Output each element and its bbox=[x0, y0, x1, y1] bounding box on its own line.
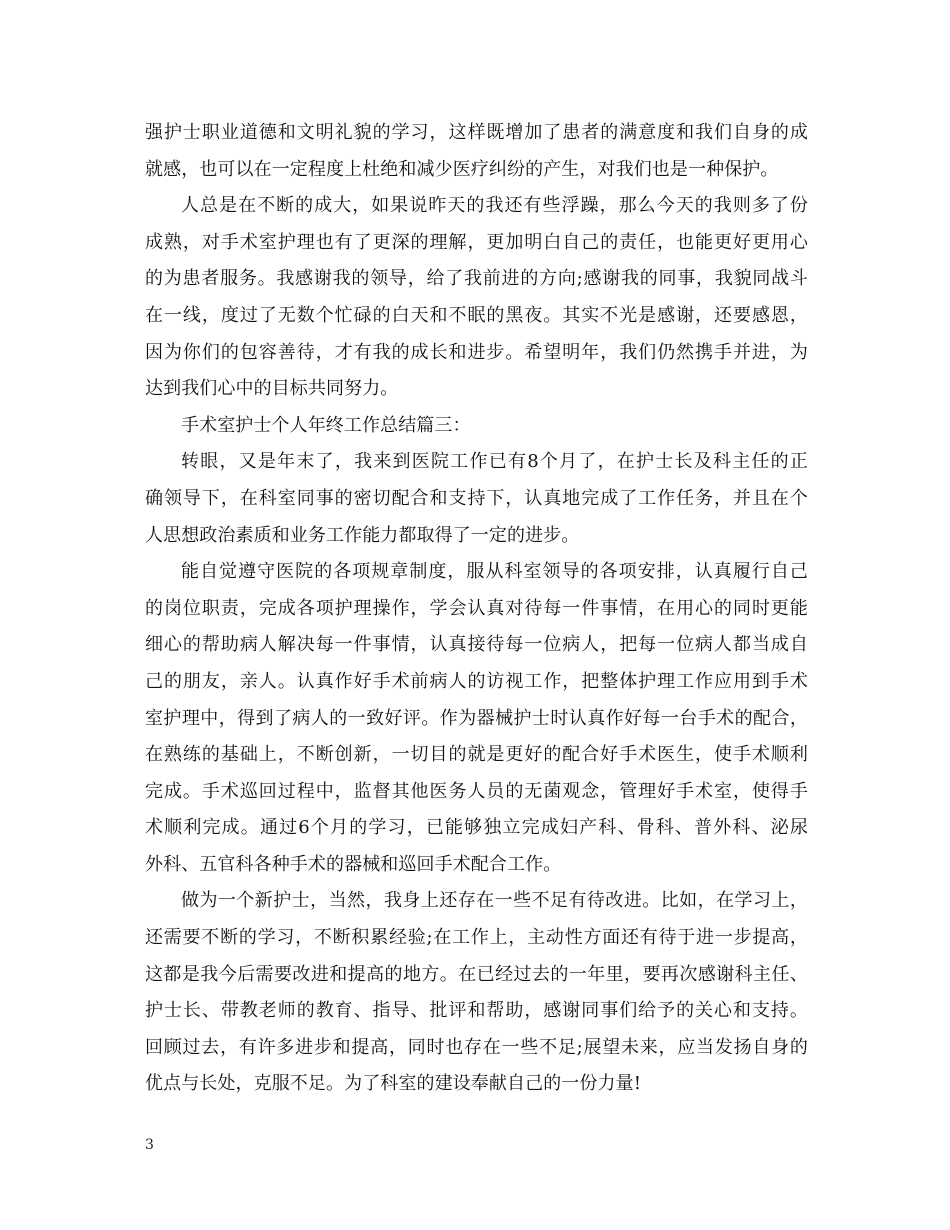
text-line: 达到我们心中的目标共同努力。 bbox=[145, 378, 399, 400]
text-line: 的为患者服务。我感谢我的领导，给了我前进的方向;感谢我的同事，我貌同战斗 bbox=[145, 268, 808, 290]
text-line: 己的朋友，亲人。认真作好手术前病人的访视工作，把整体护理工作应用到手术 bbox=[145, 670, 808, 692]
text-line: 室护理中，得到了病人的一致好评。作为器械护士时认真作好每一台手术的配合， bbox=[145, 707, 808, 729]
text-line: 在熟练的基础上，不断创新，一切目的就是更好的配合好手术医生，使手术顺利 bbox=[145, 744, 808, 766]
text-line: 完成。手术巡回过程中，监督其他医务人员的无菌观念，管理好手术室，使得手 bbox=[145, 780, 808, 802]
text-line: 回顾过去，有许多进步和提高，同时也存在一些不足;展望未来，应当发扬自身的 bbox=[145, 1036, 808, 1058]
text-line: 这都是我今后需要改进和提高的地方。在已经过去的一年里，要再次感谢科主任、 bbox=[145, 963, 808, 985]
text-line: 的岗位职责，完成各项护理操作，学会认真对待每一件事情，在用心的同时更能 bbox=[145, 597, 808, 619]
text-line: 转眼，又是年末了，我来到医院工作已有8个月了，在护士长及科主任的正 bbox=[181, 451, 808, 473]
text-line: 优点与长处，克服不足。为了科室的建设奉献自己的一份力量! bbox=[145, 1073, 642, 1095]
text-line: 手术室护士个人年终工作总结篇三： bbox=[181, 414, 471, 436]
text-line: 确领导下，在科室同事的密切配合和支持下，认真地完成了工作任务，并且在个 bbox=[145, 487, 808, 509]
text-line: 人总是在不断的成大，如果说昨天的我还有些浮躁，那么今天的我则多了份 bbox=[181, 195, 808, 217]
text-line: 因为你们的包容善待，才有我的成长和进步。希望明年，我们仍然携手并进，为 bbox=[145, 341, 808, 363]
text-line: 做为一个新护士，当然，我身上还存在一些不足有待改进。比如，在学习上， bbox=[181, 890, 808, 912]
body-text bbox=[145, 115, 808, 1103]
page-number: 3 bbox=[145, 1137, 154, 1153]
text-line: 外科、五官科各种手术的器械和巡回手术配合工作。 bbox=[145, 853, 562, 875]
text-line: 就感，也可以在一定程度上杜绝和减少医疗纠纷的产生，对我们也是一种保护。 bbox=[145, 158, 779, 180]
text-line: 护士长、带教老师的教育、指导、批评和帮助，感谢同事们给予的关心和支持。 bbox=[145, 1000, 808, 1022]
text-line: 能自觉遵守医院的各项规章制度，服从科室领导的各项安排，认真履行自己 bbox=[181, 561, 808, 583]
text-line: 细心的帮助病人解决每一件事情，认真接待每一位病人，把每一位病人都当成自 bbox=[145, 634, 808, 656]
text-line: 强护士职业道德和文明礼貌的学习，这样既增加了患者的满意度和我们自身的成 bbox=[145, 122, 808, 143]
text-line: 还需要不断的学习，不断积累经验;在工作上，主动性方面还有待于进一步提高， bbox=[145, 927, 808, 949]
text-line: 术顺利完成。通过6个月的学习，已能够独立完成妇产科、骨科、普外科、泌尿 bbox=[145, 817, 808, 839]
text-line: 人思想政治素质和业务工作能力都取得了一定的进步。 bbox=[145, 524, 580, 546]
text-line: 成熟，对手术室护理也有了更深的理解，更加明白自己的责任，也能更好更用心 bbox=[145, 231, 808, 253]
text-line: 在一线，度过了无数个忙碌的白天和不眠的黑夜。其实不光是感谢，还要感恩， bbox=[145, 304, 808, 326]
